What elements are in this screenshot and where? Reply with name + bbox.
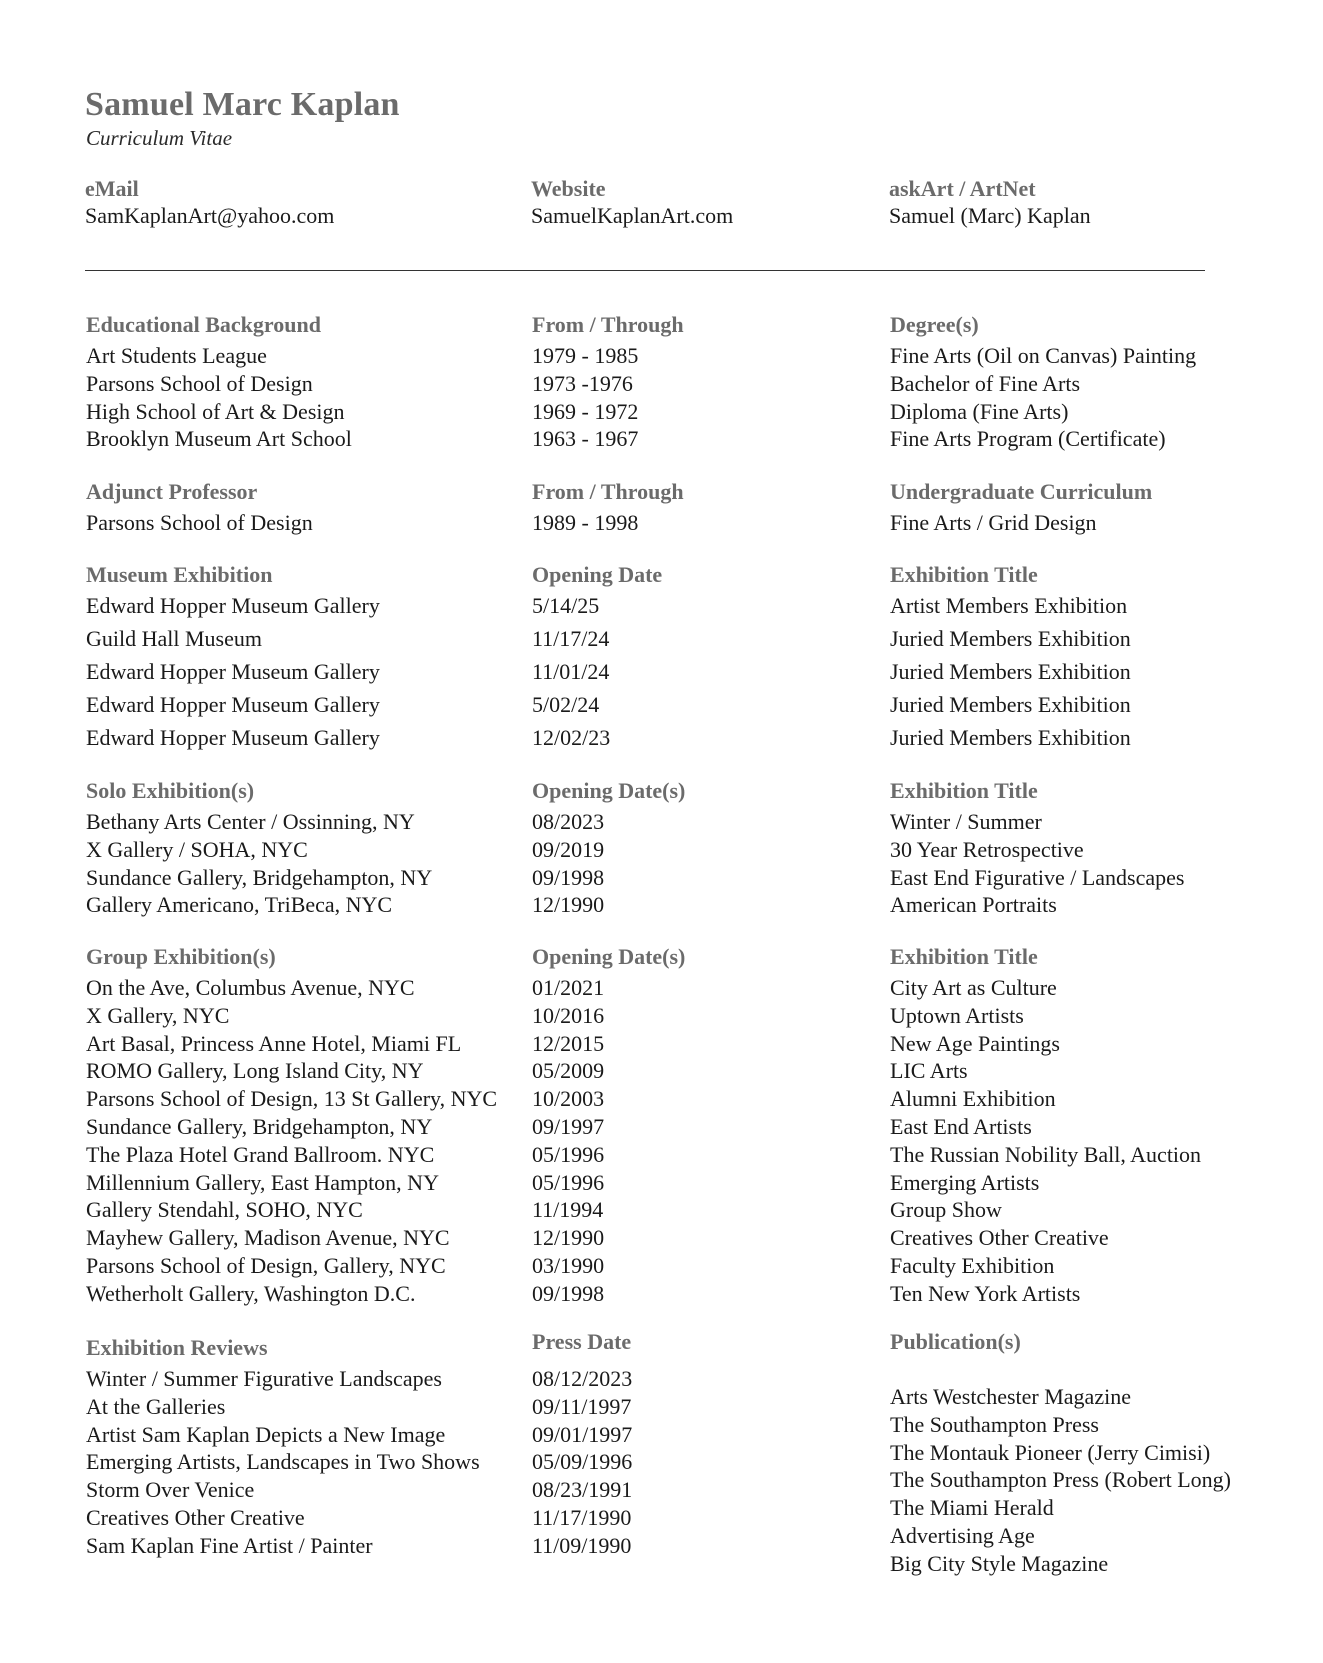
group-row-title: Sundance Gallery, Bridgehampton, NY: [86, 1114, 433, 1139]
solo-row-title: Sundance Gallery, Bridgehampton, NY: [86, 864, 433, 890]
adjunct-row-date: 1989 - 1998: [532, 510, 639, 535]
solo-header-detail: Exhibition Title: [890, 778, 1038, 803]
adjunct-row-title: Parsons School of Design: [86, 510, 313, 535]
group-row-date: 05/1996: [532, 1141, 605, 1167]
education-row-title: Parsons School of Design: [86, 370, 313, 396]
review-title: Artist Sam Kaplan Depicts a New Image: [86, 1421, 446, 1447]
cv-subtitle: Curriculum Vitae: [86, 126, 233, 150]
reviews-publications: [890, 1383, 1231, 1578]
museum-row-detail: Artist Members Exhibition: [890, 593, 1128, 618]
solo-row-date: 12/1990: [532, 892, 605, 918]
contact-email-label: eMail: [85, 176, 139, 201]
review-date: 11/17/1990: [532, 1504, 632, 1530]
group-row-title: Gallery Stendahl, SOHO, NYC: [86, 1197, 363, 1223]
group-row-title: On the Ave, Columbus Avenue, NYC: [86, 975, 415, 1000]
review-publication: Advertising Age: [890, 1522, 1035, 1548]
solo-row-title: X Gallery / SOHA, NYC: [86, 836, 308, 862]
review-publication: The Montauk Pioneer (Jerry Cimisi): [890, 1439, 1211, 1465]
group-row-detail: Creatives Other Creative: [890, 1225, 1109, 1251]
solo-row-detail: East End Figurative / Landscapes: [890, 864, 1185, 890]
contact-email-value[interactable]: SamKaplanArt@yahoo.com: [85, 203, 335, 228]
museum-row-detail: Juried Members Exhibition: [890, 626, 1131, 651]
review-title: Winter / Summer Figurative Landscapes: [86, 1366, 442, 1391]
cv-name: Samuel Marc Kaplan: [85, 86, 400, 123]
group-row-detail: The Russian Nobility Ball, Auction: [890, 1141, 1202, 1167]
museum-row-detail: Juried Members Exhibition: [890, 725, 1131, 750]
museum-row-title: Edward Hopper Museum Gallery: [86, 692, 380, 717]
group-row-date: 12/2015: [532, 1030, 605, 1056]
reviews-header-date: Press Date: [532, 1329, 632, 1354]
group-row-title: Mayhew Gallery, Madison Avenue, NYC: [86, 1225, 450, 1251]
group-row-title: Parsons School of Design, Gallery, NYC: [86, 1253, 446, 1278]
review-title: At the Galleries: [86, 1393, 226, 1419]
group-row-date: 11/1994: [532, 1197, 604, 1223]
group-row-date: 09/1998: [532, 1280, 605, 1306]
review-date: 08/23/1991: [532, 1477, 633, 1503]
group-row-detail: East End Artists: [890, 1114, 1032, 1139]
education-row-title: Brooklyn Museum Art School: [86, 426, 352, 452]
education-row-detail: Bachelor of Fine Arts: [890, 370, 1081, 396]
contact-website-label: Website: [531, 176, 606, 201]
group-row-date: 03/1990: [532, 1253, 605, 1278]
header-divider: [85, 270, 1205, 271]
review-publication: The Southampton Press (Robert Long): [890, 1467, 1231, 1493]
group-header-title: Group Exhibition(s): [86, 944, 276, 969]
review-title: Emerging Artists, Landscapes in Two Shows: [86, 1449, 480, 1475]
education-row-date: 1979 - 1985: [532, 343, 639, 368]
reviews-header-title: Exhibition Reviews: [86, 1335, 268, 1360]
group-row-date: 12/1990: [532, 1225, 605, 1251]
solo-row-date: 08/2023: [532, 809, 605, 834]
group-row-date: 05/1996: [532, 1169, 605, 1195]
solo-row-title: Gallery Americano, TriBeca, NYC: [86, 892, 393, 918]
review-publication: Arts Westchester Magazine: [890, 1384, 1131, 1409]
group-row-date: 10/2003: [532, 1086, 605, 1112]
review-publication: The Miami Herald: [890, 1495, 1054, 1521]
contact-website-value[interactable]: SamuelKaplanArt.com: [531, 203, 734, 228]
solo-row-date: 09/1998: [532, 864, 605, 890]
review-title: Storm Over Venice: [86, 1477, 255, 1503]
review-date: 09/01/1997: [532, 1421, 633, 1447]
group-row-detail: Faculty Exhibition: [890, 1253, 1055, 1278]
contact-askart-label: askArt / ArtNet: [889, 176, 1036, 201]
group-row-title: Art Basal, Princess Anne Hotel, Miami FL: [86, 1030, 462, 1056]
group-row-date: 01/2021: [532, 975, 605, 1000]
museum-header-date: Opening Date: [532, 562, 663, 587]
museum-row-date: 11/01/24: [532, 659, 610, 684]
review-title: Sam Kaplan Fine Artist / Painter: [86, 1532, 373, 1558]
review-publication: The Southampton Press: [890, 1411, 1099, 1437]
group-header-detail: Exhibition Title: [890, 944, 1038, 969]
group-row-date: 10/2016: [532, 1002, 605, 1028]
education-row-detail: Fine Arts Program (Certificate): [890, 426, 1166, 452]
review-publication: Big City Style Magazine: [890, 1550, 1109, 1576]
group-row-detail: LIC Arts: [890, 1058, 968, 1084]
reviews-dates: [532, 1365, 632, 1560]
group-header-date: Opening Date(s): [532, 944, 686, 969]
museum-row-title: Edward Hopper Museum Gallery: [86, 725, 380, 750]
museum-row-date: 12/02/23: [532, 725, 611, 750]
museum-row-title: Edward Hopper Museum Gallery: [86, 659, 380, 684]
group-row-detail: Alumni Exhibition: [890, 1086, 1056, 1112]
adjunct-row-detail: Fine Arts / Grid Design: [890, 510, 1097, 535]
review-date: 11/09/1990: [532, 1532, 632, 1558]
group-row-title: X Gallery, NYC: [86, 1002, 230, 1028]
solo-row-title: Bethany Arts Center / Ossinning, NY: [86, 809, 415, 834]
solo-row-detail: 30 Year Retrospective: [890, 836, 1084, 862]
museum-row-title: Edward Hopper Museum Gallery: [86, 593, 380, 618]
museum-row-date: 11/17/24: [532, 626, 610, 651]
review-date: 09/11/1997: [532, 1393, 632, 1419]
education-header-title: Educational Background: [86, 312, 321, 337]
museum-row-date: 5/02/24: [532, 692, 600, 717]
group-row-title: Millennium Gallery, East Hampton, NY: [86, 1169, 439, 1195]
review-date: 08/12/2023: [532, 1366, 633, 1391]
reviews-header-publication: Publication(s): [890, 1329, 1021, 1354]
education-row-date: 1973 -1976: [532, 370, 633, 396]
solo-row-detail: Winter / Summer: [890, 809, 1042, 834]
group-row-detail: City Art as Culture: [890, 975, 1057, 1000]
adjunct-header-detail: Undergraduate Curriculum: [890, 479, 1153, 504]
group-row-title: Wetherholt Gallery, Washington D.C.: [86, 1280, 416, 1306]
adjunct-header-title: Adjunct Professor: [86, 479, 258, 504]
education-row-detail: Fine Arts (Oil on Canvas) Painting: [890, 343, 1197, 368]
review-date: 05/09/1996: [532, 1449, 633, 1475]
group-row-date: 09/1997: [532, 1114, 605, 1139]
education-row-title: High School of Art & Design: [86, 398, 345, 424]
education-header-detail: Degree(s): [890, 312, 979, 337]
group-row-detail: Ten New York Artists: [890, 1280, 1081, 1306]
education-row-date: 1963 - 1967: [532, 426, 639, 452]
reviews-titles: [86, 1365, 480, 1560]
museum-row-title: Guild Hall Museum: [86, 626, 262, 651]
group-row-detail: Emerging Artists: [890, 1169, 1040, 1195]
museum-row-detail: Juried Members Exhibition: [890, 692, 1131, 717]
review-title: Creatives Other Creative: [86, 1504, 305, 1530]
solo-row-date: 09/2019: [532, 836, 605, 862]
education-header-date: From / Through: [532, 312, 684, 337]
group-row-title: Parsons School of Design, 13 St Gallery, NYC: [86, 1086, 498, 1112]
group-row-detail: New Age Paintings: [890, 1030, 1060, 1056]
education-row-detail: Diploma (Fine Arts): [890, 398, 1069, 424]
group-row-detail: Uptown Artists: [890, 1002, 1024, 1028]
solo-header-date: Opening Date(s): [532, 778, 686, 803]
group-row-date: 05/2009: [532, 1058, 605, 1084]
solo-row-detail: American Portraits: [890, 892, 1057, 918]
contact-askart-value: Samuel (Marc) Kaplan: [889, 203, 1091, 228]
education-row-title: Art Students League: [86, 343, 267, 368]
adjunct-header-date: From / Through: [532, 479, 684, 504]
group-row-detail: Group Show: [890, 1197, 1002, 1223]
museum-row-date: 5/14/25: [532, 593, 600, 618]
solo-header-title: Solo Exhibition(s): [86, 778, 255, 803]
group-row-title: ROMO Gallery, Long Island City, NY: [86, 1058, 424, 1084]
museum-header-detail: Exhibition Title: [890, 562, 1038, 587]
museum-row-detail: Juried Members Exhibition: [890, 659, 1131, 684]
education-row-date: 1969 - 1972: [532, 398, 639, 424]
museum-header-title: Museum Exhibition: [86, 562, 273, 587]
group-row-title: The Plaza Hotel Grand Ballroom. NYC: [86, 1141, 435, 1167]
